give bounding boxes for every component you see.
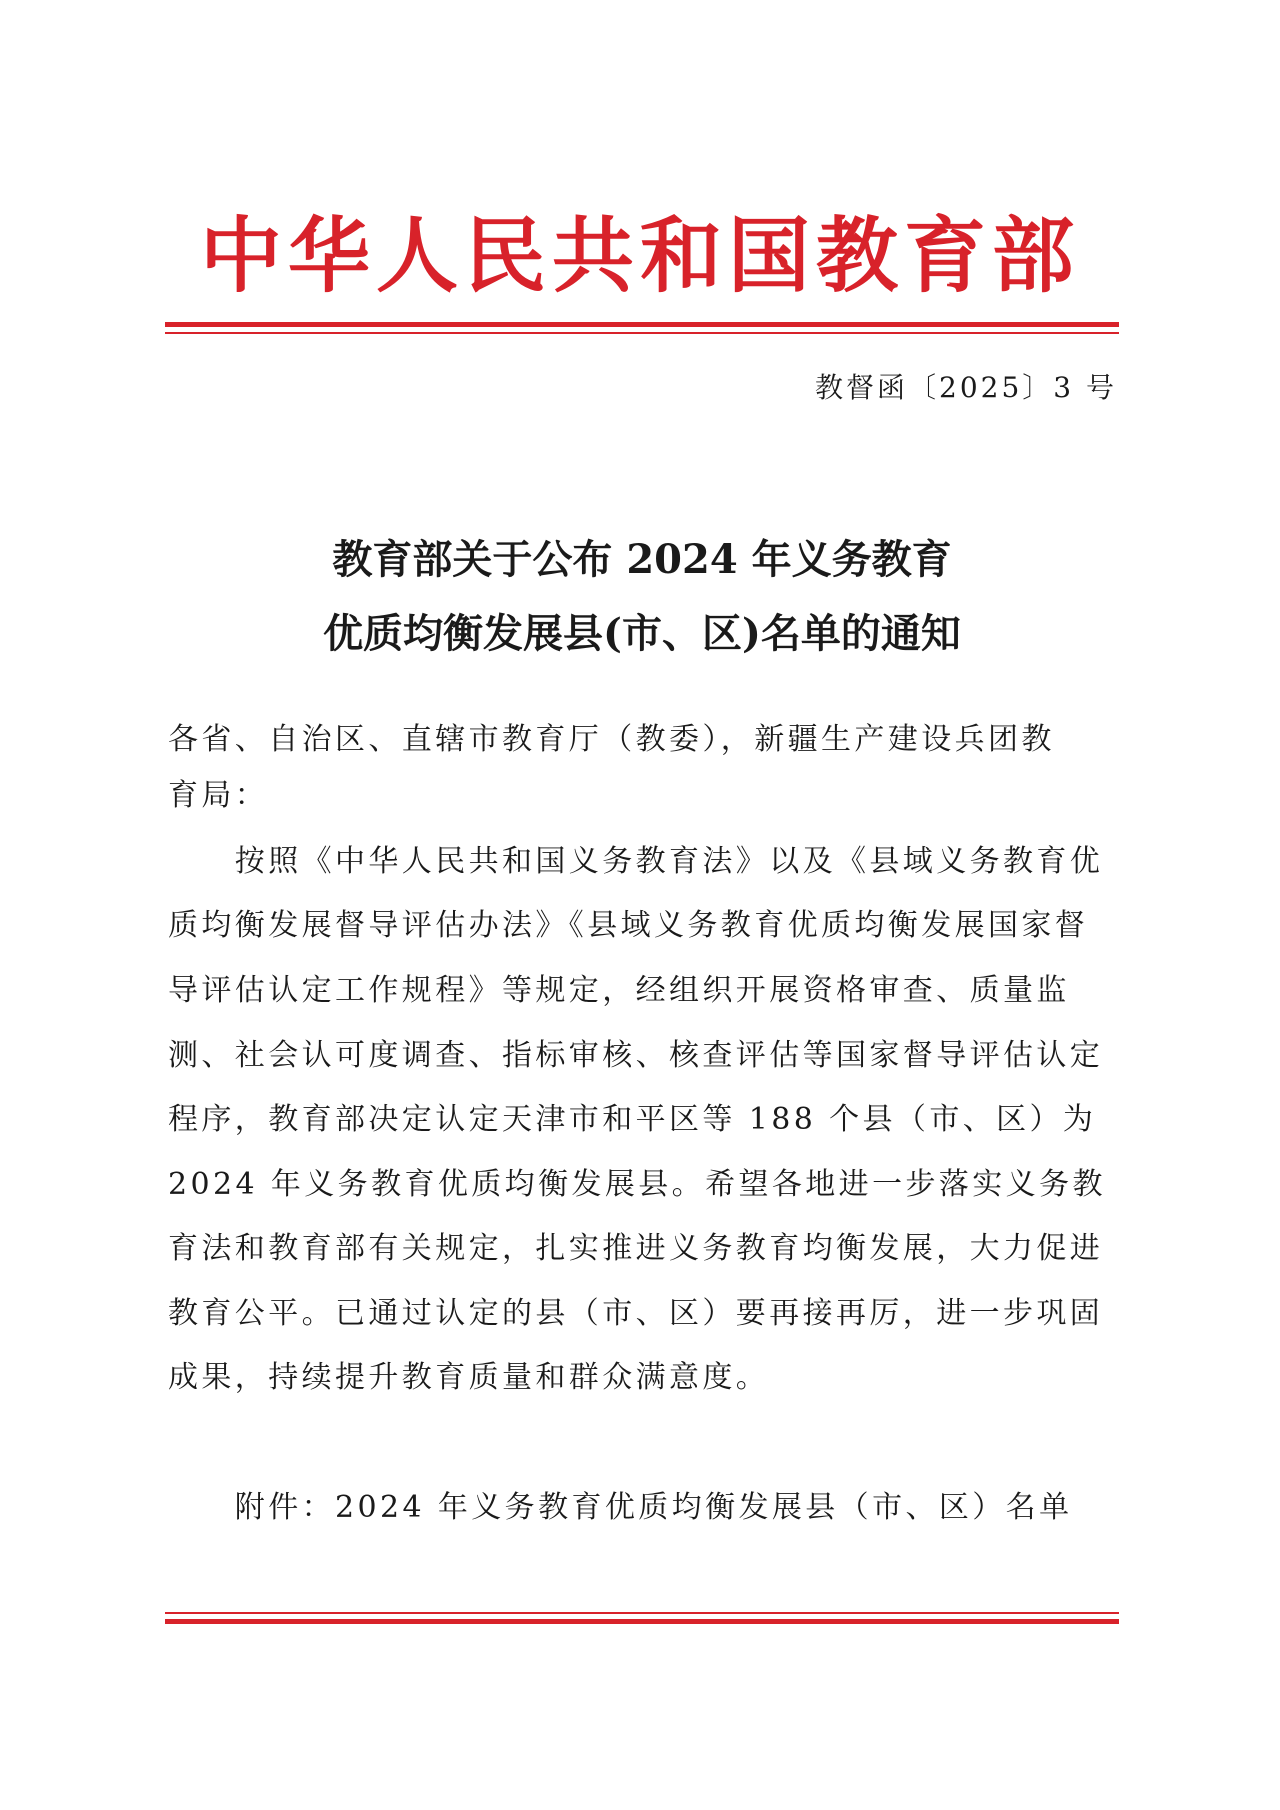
- body-line: 质均衡发展督导评估办法》《县域义务教育优质均衡发展国家督: [168, 908, 1089, 943]
- body-line: 测、社会认可度调查、指标审核、核查评估等国家督导评估认定: [168, 1038, 1104, 1073]
- body-line: 按照《中华人民共和国义务教育法》以及《县域义务教育优: [168, 844, 1104, 879]
- document-number: 教督函〔2025〕3 号: [815, 371, 1117, 404]
- header-red-rule: [165, 322, 1119, 334]
- notice-title-line-1: 教育部关于公布 2024 年义务教育: [332, 536, 952, 583]
- body-line: 育局：: [168, 778, 269, 813]
- body-line: 2024 年义务教育优质均衡发展县。希望各地进一步落实义务教: [168, 1167, 1106, 1202]
- body-line: 各省、自治区、直辖市教育厅（教委），新疆生产建设兵团教: [168, 722, 1055, 757]
- footer-red-rule: [165, 1612, 1119, 1624]
- rule-thick-line: [165, 1619, 1119, 1624]
- body-line: 导评估认定工作规程》等规定，经组织开展资格审查、质量监: [168, 973, 1070, 1008]
- body-line: 育法和教育部有关规定，扎实推进义务教育均衡发展，大力促进: [168, 1231, 1104, 1266]
- body-line: 教育公平。已通过认定的县（市、区）要再接再厉，进一步巩固: [168, 1296, 1104, 1331]
- notice-title-line-2: 优质均衡发展县(市、区)名单的通知: [323, 610, 961, 657]
- rule-thin-line: [165, 332, 1119, 334]
- body-line: 程序，教育部决定认定天津市和平区等 188 个县（市、区）为: [168, 1102, 1097, 1137]
- attachment-line: 附件：2024 年义务教育优质均衡发展县（市、区）名单: [168, 1490, 1073, 1525]
- body-line: 成果，持续提升教育质量和群众满意度。: [168, 1360, 770, 1395]
- masthead-title: 中华人民共和国教育部: [199, 208, 1080, 304]
